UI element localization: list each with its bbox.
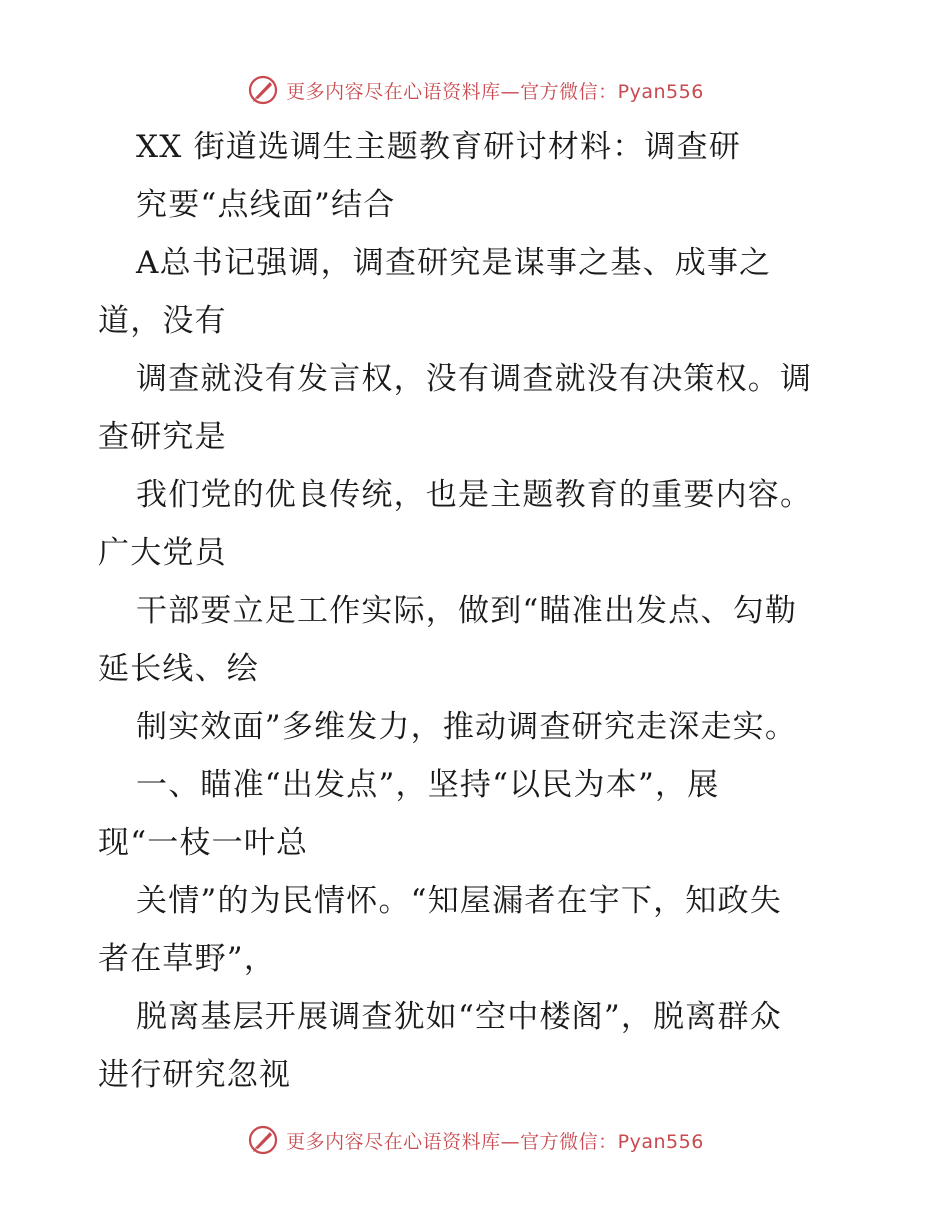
body-text-line: 调查就没有发言权，没有调查就没有决策权。调: [136, 361, 813, 397]
body-text-line: 一、瞄准“出发点”，坚持“以民为本”，展: [136, 767, 720, 803]
body-text-line: 关情”的为民情怀。“知屋漏者在宇下，知政失: [136, 883, 782, 919]
header-banner: [0, 70, 950, 110]
document-body: [98, 118, 858, 1104]
body-text-line: 道，没有: [98, 303, 227, 339]
body-text-line: A总书记强调，调查研究是谋事之基、成事之: [136, 245, 772, 281]
body-text-line: XX 街道选调生主题教育研讨材料：调查研: [136, 129, 741, 165]
body-text-line: 现“一枝一叶总: [98, 825, 309, 861]
banner-text: 更多内容尽在心语资料库—官方微信：Pyan556: [286, 80, 704, 103]
quill-logo-icon: [246, 73, 280, 107]
body-text-line: 脱离基层开展调查犹如“空中楼阁”，脱离群众: [136, 999, 782, 1035]
body-text-line: 我们党的优良传统，也是主题教育的重要内容。: [136, 477, 813, 513]
body-text-line: 究要“点线面”结合: [136, 187, 396, 223]
banner-text: 更多内容尽在心语资料库—官方微信：Pyan556: [286, 1130, 704, 1153]
body-text-line: 进行研究忽视: [98, 1057, 292, 1093]
footer-banner: [0, 1120, 950, 1160]
body-text-line: 查研究是: [98, 419, 227, 455]
body-text-line: 延长线、绘: [98, 651, 259, 687]
body-text-line: 干部要立足工作实际，做到“瞄准出发点、勾勒: [136, 593, 798, 629]
body-text-line: 广大党员: [98, 535, 227, 571]
body-text-line: 制实效面”多维发力，推动调查研究走深走实。: [136, 709, 798, 745]
body-text-line: 者在草野”，: [98, 941, 277, 977]
quill-logo-icon: [246, 1123, 280, 1157]
